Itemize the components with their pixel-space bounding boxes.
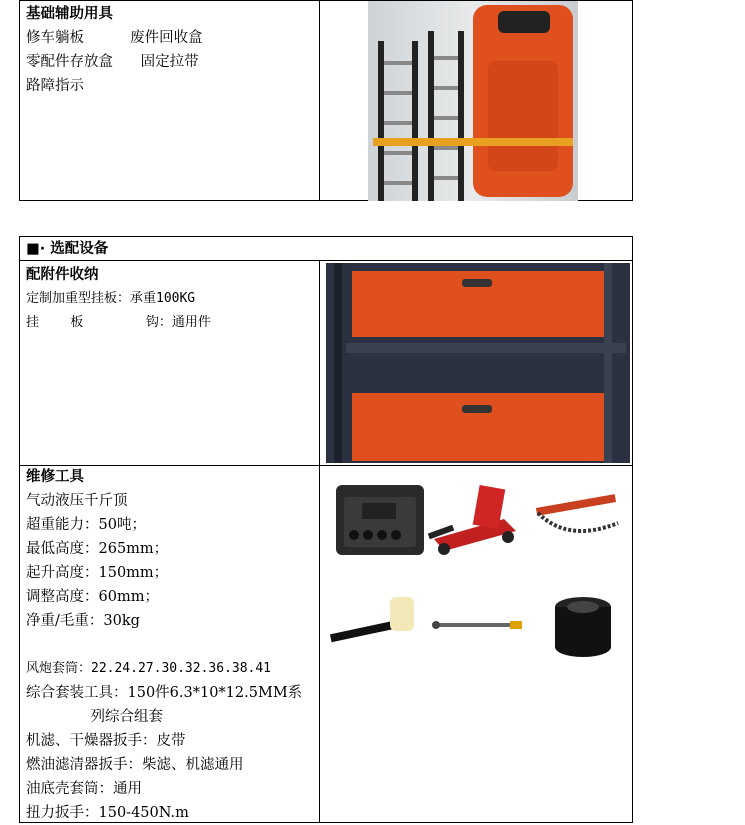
- optional-equipment-header: [20, 237, 632, 261]
- tools-line: 气动液压千斤顶: [26, 493, 128, 509]
- tools-line: 油底壳套筒：通用: [26, 781, 142, 797]
- basic-tools-table: [19, 0, 633, 201]
- tools-row: [20, 465, 632, 822]
- drawer-cabinet-photo: [326, 263, 630, 463]
- tools-image-cell: [320, 465, 632, 822]
- tools-line: 燃油滤清器扳手：柴滤、机滤通用: [26, 757, 244, 773]
- impact-socket-kit-photo: [334, 479, 426, 559]
- tools-line: 超重能力：50吨；: [26, 517, 146, 533]
- tools-line: 调整高度：60mm；: [26, 589, 159, 605]
- basic-tools-line-2: 零配件存放盒 固定拉带: [26, 54, 199, 70]
- torque-wrench-photo: [428, 605, 528, 645]
- storage-image-cell: [320, 261, 632, 465]
- basic-tools-line-1: 修车躺板 废件回收盒: [26, 30, 203, 46]
- storage-title: 配附件收纳: [26, 267, 99, 283]
- storage-row: [20, 261, 632, 465]
- tools-line: 综合套装工具：150件6.3*10*12.5MM系: [26, 685, 303, 701]
- basic-tools-title: 基础辅助用具: [26, 6, 113, 22]
- large-socket-photo: [538, 587, 628, 659]
- basic-tools-text-cell: [20, 1, 320, 200]
- tools-line: 扭力扳手：150-450N.m: [26, 805, 189, 821]
- optional-equipment-table: [19, 236, 633, 823]
- optional-equipment-title: ■· 选配设备: [26, 241, 109, 257]
- basic-tools-image-cell: [320, 1, 632, 200]
- tools-line: 净重/毛重：30kg: [26, 613, 140, 629]
- tools-text-cell: [20, 465, 320, 822]
- tools-line: 风炮套筒：22.24.27.30.32.36.38.41: [26, 661, 272, 676]
- tools-line: 最低高度：265mm；: [26, 541, 169, 557]
- basic-tools-line-3: 路障指示: [26, 78, 84, 94]
- floor-jack-photo: [424, 479, 526, 559]
- ladder-creeper-photo: [368, 1, 578, 201]
- oil-pan-socket-handle-photo: [326, 587, 426, 659]
- storage-line-2: 挂 板 钩：通用件: [26, 315, 211, 330]
- storage-text-cell: [20, 261, 320, 465]
- tools-line: 列综合组套: [26, 709, 164, 725]
- tools-line: 起升高度：150mm；: [26, 565, 169, 581]
- storage-line-1: 定制加重型挂板：承重100KG: [26, 291, 196, 306]
- tools-title: 维修工具: [26, 469, 84, 485]
- chain-filter-wrench-photo: [528, 483, 626, 553]
- tools-line: 机滤、干燥器扳手：皮带: [26, 733, 186, 749]
